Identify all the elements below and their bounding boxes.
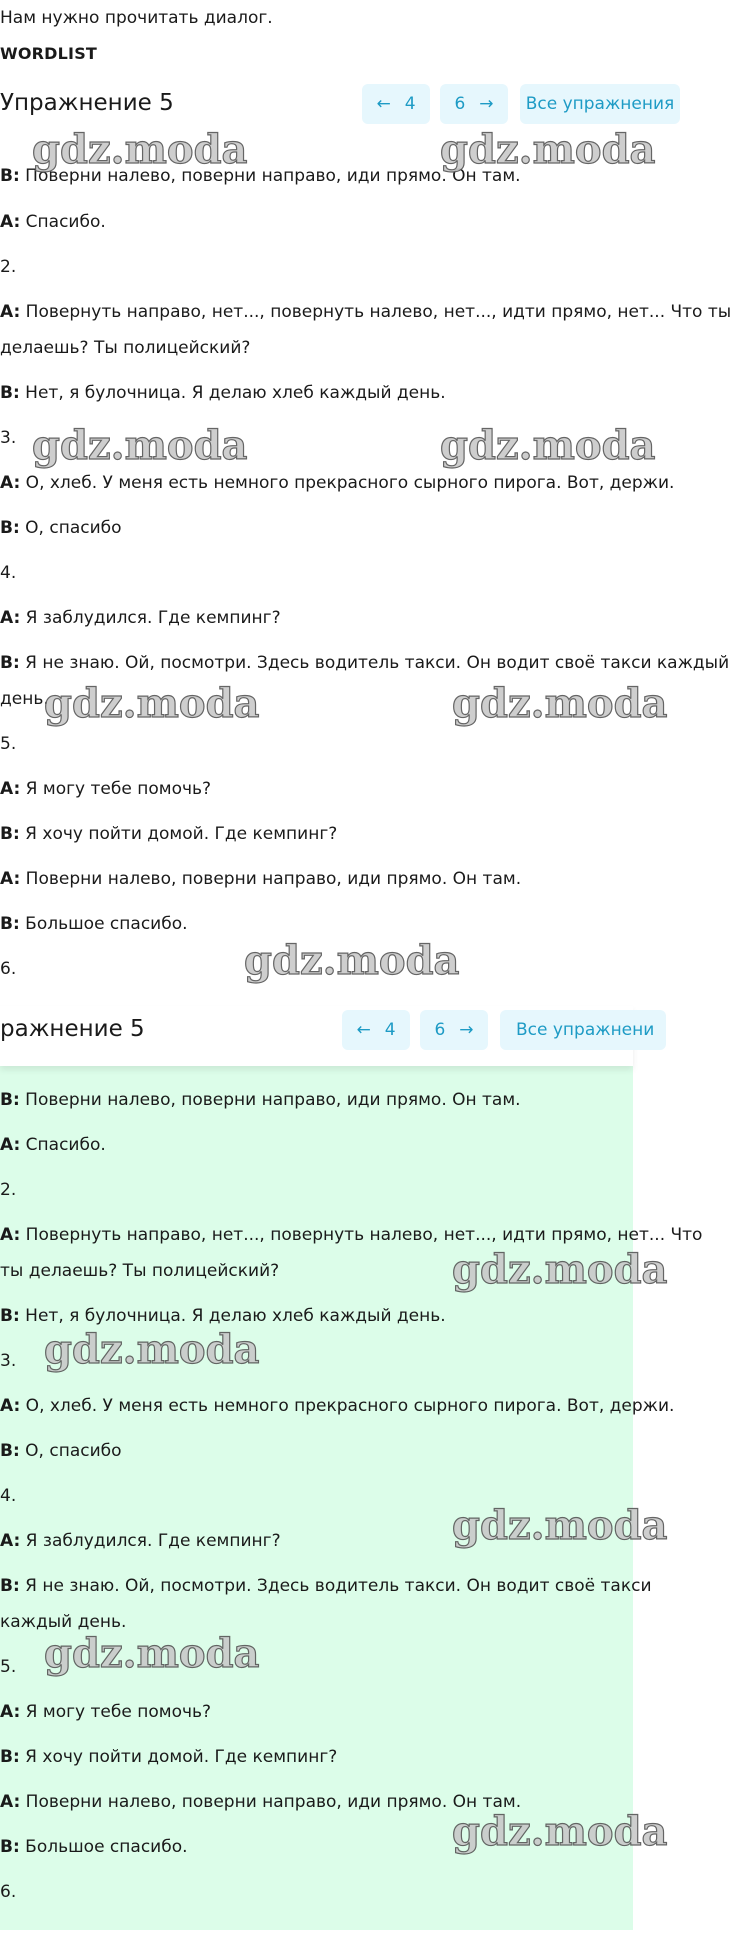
dialog-line-cont: каждый день. (0, 1612, 127, 1632)
dialog-line: B: Большое спасибо. (0, 914, 188, 934)
dialog-line: A: О, хлеб. У меня есть немного прекрасного сырного пирога. Вот, держи. (0, 473, 675, 493)
arrow-right-icon: → (459, 1020, 474, 1040)
dialog-number: 5. (0, 734, 17, 754)
next-exercise-button[interactable] (420, 1010, 488, 1050)
dialog-line: A: О, хлеб. У меня есть немного прекрасного сырного пирога. Вот, держи. (0, 1396, 675, 1416)
watermark: gdz.moda (32, 422, 248, 469)
watermark: gdz.moda (44, 1326, 260, 1373)
prev-exercise-label: 4 (384, 1020, 396, 1040)
dialog-line: B: Я не знаю. Ой, посмотри. Здесь водитель такси. Он водит своё такси каждый (0, 653, 730, 673)
dialog-line: A: Я могу тебе помочь? (0, 1702, 212, 1722)
dialog-line: A: Повернуть направо, нет..., повернуть налево, нет..., идти прямо, нет... Что ты (0, 302, 731, 322)
all-exercises-button[interactable] (500, 1010, 666, 1050)
wordlist-link[interactable]: WORDLIST (0, 44, 98, 63)
dialog-line: B: Поверни налево, поверни направо, иди прямо. Он там. (0, 1090, 521, 1110)
watermark: gdz.moda (44, 1630, 260, 1677)
exercise-title: Упражнение 5 (0, 90, 174, 116)
intro-text: Нам нужно прочитать диалог. (0, 8, 273, 28)
watermark: gdz.moda (32, 126, 248, 173)
next-exercise-label: 6 (454, 94, 466, 114)
dialog-number: 4. (0, 563, 17, 583)
prev-exercise-label: 4 (404, 94, 416, 114)
next-exercise-button[interactable] (440, 84, 508, 124)
dialog-number: 3. (0, 1351, 17, 1371)
dialog-line-cont: ты делаешь? Ты полицейский? (0, 1261, 280, 1281)
dialog-line: A: Повернуть направо, нет..., повернуть налево, нет..., идти прямо, нет... Что (0, 1225, 703, 1245)
all-exercises-label: Все упражнения (525, 94, 675, 114)
arrow-right-icon: → (479, 94, 494, 114)
dialog-line: A: Поверни налево, поверни направо, иди прямо. Он там. (0, 869, 522, 889)
all-exercises-label: Все упражнени (516, 1020, 655, 1040)
arrow-left-icon: ← (356, 1020, 371, 1040)
dialog-line: A: Я заблудился. Где кемпинг? (0, 608, 281, 628)
dialog-number: 2. (0, 1180, 17, 1200)
dialog-line: B: Поверни налево, поверни направо, иди прямо. Он там. (0, 166, 521, 186)
dialog-line: A: Спасибо. (0, 212, 106, 232)
prev-exercise-button[interactable] (342, 1010, 410, 1050)
dialog-number: 5. (0, 1657, 17, 1677)
dialog-line: B: Нет, я булочница. Я делаю хлеб каждый день. (0, 1306, 446, 1326)
dialog-line: B: Я не знаю. Ой, посмотри. Здесь водитель такси. Он водит своё такси (0, 1576, 652, 1596)
dialog-number: 6. (0, 959, 17, 979)
dialog-line: A: Я заблудился. Где кемпинг? (0, 1531, 281, 1551)
dialog-line: B: Нет, я булочница. Я делаю хлеб каждый день. (0, 383, 446, 403)
watermark: gdz.moda (452, 1808, 668, 1855)
dialog-line: B: Я хочу пойти домой. Где кемпинг? (0, 1747, 338, 1767)
next-exercise-label: 6 (434, 1020, 446, 1040)
watermark: gdz.moda (244, 937, 460, 984)
dialog-number: 2. (0, 257, 17, 277)
dialog-line: B: О, спасибо (0, 518, 122, 538)
dialog-line-cont: день. (0, 689, 49, 709)
dialog-line-cont: делаешь? Ты полицейский? (0, 338, 251, 358)
arrow-left-icon: ← (376, 94, 391, 114)
watermark: gdz.moda (452, 680, 668, 727)
dialog-line: A: Спасибо. (0, 1135, 106, 1155)
all-exercises-button[interactable] (520, 84, 680, 124)
dialog-line: A: Я могу тебе помочь? (0, 779, 212, 799)
dialog-line: B: О, спасибо (0, 1441, 122, 1461)
sticky-exercise-header (0, 1006, 655, 1066)
exercise-title: ражнение 5 (0, 1016, 145, 1042)
dialog-line: A: Поверни налево, поверни направо, иди прямо. Он там. (0, 1792, 522, 1812)
watermark: gdz.moda (44, 680, 260, 727)
prev-exercise-button[interactable] (362, 84, 430, 124)
watermark: gdz.moda (440, 422, 656, 469)
watermark: gdz.moda (440, 126, 656, 173)
dialog-line: B: Большое спасибо. (0, 1837, 188, 1857)
dialog-number: 6. (0, 1882, 17, 1902)
watermark: gdz.moda (452, 1246, 668, 1293)
dialog-number: 3. (0, 428, 17, 448)
dialog-line: B: Я хочу пойти домой. Где кемпинг? (0, 824, 338, 844)
dialog-number: 4. (0, 1486, 17, 1506)
watermark: gdz.moda (452, 1502, 668, 1549)
